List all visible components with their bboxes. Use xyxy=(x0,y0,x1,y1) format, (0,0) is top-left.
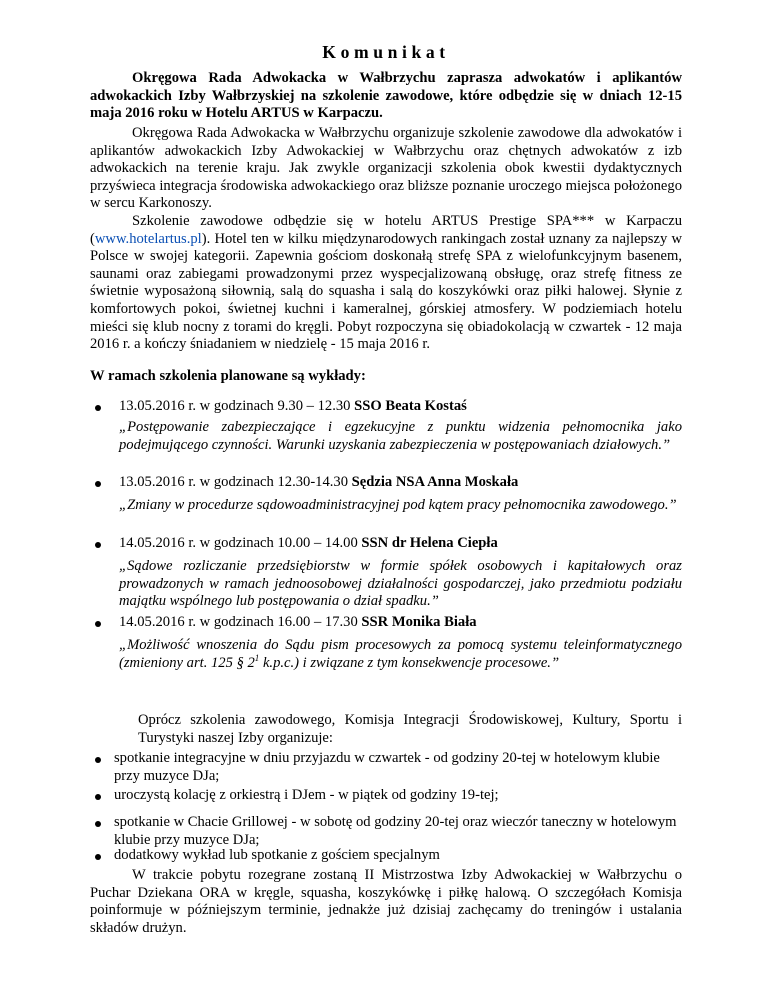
hotel-website-link[interactable]: www.hotelartus.pl xyxy=(94,230,202,247)
closing-paragraph: W trakcie pobytu rozegrane zostaną II Mistrzostwa Izby Adwokackiej w Wałbrzychu o Puchar Dziekana ORA w kręgle, squasha, koszykówkę i piłkę halową. O szczegółach Komisja poinformuje w późniejszym terminie, jednakże już dzisiaj zachęcamy do treningów i ustalania składów drużyn. xyxy=(90,867,682,936)
extras-item-text: uroczystą kolację z orkiestrą i DJem - w piątek od godziny 19-tej; xyxy=(114,787,499,803)
lecture-topic-text-end: k.p.c.) i związane z tym konsekwencje procesowe.” xyxy=(259,654,560,671)
lecture-topic-text: „Możliwość wnoszenia do Sądu pism procesowych za pomocą systemu teleinformatycznego (zmieniony art. 125 § 2 xyxy=(119,637,682,671)
extras-intro: Oprócz szkolenia zawodowego, Komisja Integracji Środowiskowej, Kultury, Sportu i Turystyki naszej Izby organizuje: xyxy=(138,712,682,746)
lecture-item xyxy=(90,614,682,632)
description-paragraph-2 xyxy=(90,213,682,354)
hotel-text-after: ). Hotel ten w kilku międzynarodowych rankingach został uznany za najlepszy w Polsce w swojej kategorii. Zapewnia gościom doskonałą strefę SPA z wielofunkcyjnym basenem, saunami oraz zabiegami prowadzonymi przez wyspecjalizowaną obsługę, oraz strefę fitness ze świetnie wyposażoną siłownią, salą do squasha i salą do koszykówki oraz piłki halowej. Słynie z komfortowych pokoi, świetnej kuchni i kameralnej, górskiej atmosfery. W podziemiach hotelu mieści się klub nocny z torami do kręgli. Pobyt rozpoczyna się obiadokolacją w czwartek - 12 maja 2016 r. a kończy śniadaniem w niedzielę - 15 maja 2016 r. xyxy=(90,230,682,353)
hotel-text-before: Szkolenie zawodowe odbędzie się w hotelu ARTUS Prestige SPA*** w Karpaczu ( xyxy=(90,213,682,247)
lecture-topic-superscript: 1 xyxy=(254,652,260,663)
lecture-speaker: SSO Beata Kostaś xyxy=(354,398,467,414)
bullet-icon xyxy=(95,481,101,487)
lectures-heading: W ramach szkolenia planowane są wykłady: xyxy=(90,368,366,384)
lecture-item xyxy=(90,535,682,553)
lecture-date: 14.05.2016 r. w godzinach 16.00 – 17.30 xyxy=(119,614,362,630)
bullet-icon xyxy=(95,821,101,827)
extras-item xyxy=(114,750,682,785)
extras-item-text: spotkanie w Chacie Grillowej - w sobotę od godziny 20-tej oraz wieczór taneczny w hotelowym klubie przy muzyce DJa; xyxy=(114,814,677,848)
lecture-speaker: Sędzia NSA Anna Moskała xyxy=(351,474,519,490)
lecture-topic: „Zmiany w procedurze sądowoadministracyjnej pod kątem pracy pełnomocnika zawodowego.” xyxy=(119,497,677,513)
lecture-topic: „Postępowanie zabezpieczające i egzekucyjne z punktu widzenia pełnomocnika jako podejmującego czynności. Warunki uzyskania zabezpieczenia w postępowaniach działowych.” xyxy=(119,419,682,453)
bullet-icon xyxy=(95,542,101,548)
lecture-item xyxy=(90,474,682,492)
description-paragraph-1: Okręgowa Rada Adwokacka w Wałbrzychu organizuje szkolenie zawodowe dla adwokatów i aplikantów adwokackich Izby Adwokackiej w Wałbrzychu oraz chętnych adwokatów z izb adwokackich na terenie kraju. Jak zwykle organizacji szkolenia obok kwestii dydaktycznych przyświeca integracja środowiska adwokackiego oraz bliższe poznanie uroczego miejsca położonego w sercu Karkonoszy. xyxy=(90,125,682,212)
lecture-date: 13.05.2016 r. w godzinach 9.30 – 12.30 xyxy=(119,398,355,414)
extras-item-text: dodatkowy wykład lub spotkanie z gościem specjalnym xyxy=(114,847,440,863)
bullet-icon xyxy=(95,405,101,411)
lecture-topic: „Sądowe rozliczanie przedsiębiorstw w formie spółek osobowych i kapitałowych oraz prowadzonych w ramach jednoosobowej działalności gospodarczej, jako przedmiotu podziału majątku wspólnego lub postępowania o dział spadku.” xyxy=(119,558,682,610)
lecture-date: 13.05.2016 r. w godzinach 12.30-14.30 xyxy=(119,474,352,490)
bullet-icon xyxy=(95,794,101,800)
bullet-icon xyxy=(95,621,101,627)
lecture-item xyxy=(90,398,682,416)
bullet-icon xyxy=(95,757,101,763)
bullet-icon xyxy=(95,854,101,860)
extras-item xyxy=(114,814,682,849)
page-title: Komunikat xyxy=(322,42,450,62)
extras-item xyxy=(114,787,682,805)
lecture-speaker: SSN dr Helena Ciepła xyxy=(361,535,498,551)
lecture-speaker: SSR Monika Biała xyxy=(361,614,477,630)
extras-item-text: spotkanie integracyjne w dniu przyjazdu w czwartek - od godziny 20-tej w hotelowym klubie przy muzyce DJa; xyxy=(114,750,660,784)
intro-paragraph: Okręgowa Rada Adwokacka w Wałbrzychu zaprasza adwokatów i aplikantów adwokackich Izby Wałbrzyskiej na szkolenie zawodowe, które odbędzie się w dniach 12-15 maja 2016 roku w Hotelu ARTUS w Karpaczu. xyxy=(90,70,682,122)
lecture-topic xyxy=(119,637,682,672)
extras-item xyxy=(114,847,682,865)
lecture-date: 14.05.2016 r. w godzinach 10.00 – 14.00 xyxy=(119,535,362,551)
